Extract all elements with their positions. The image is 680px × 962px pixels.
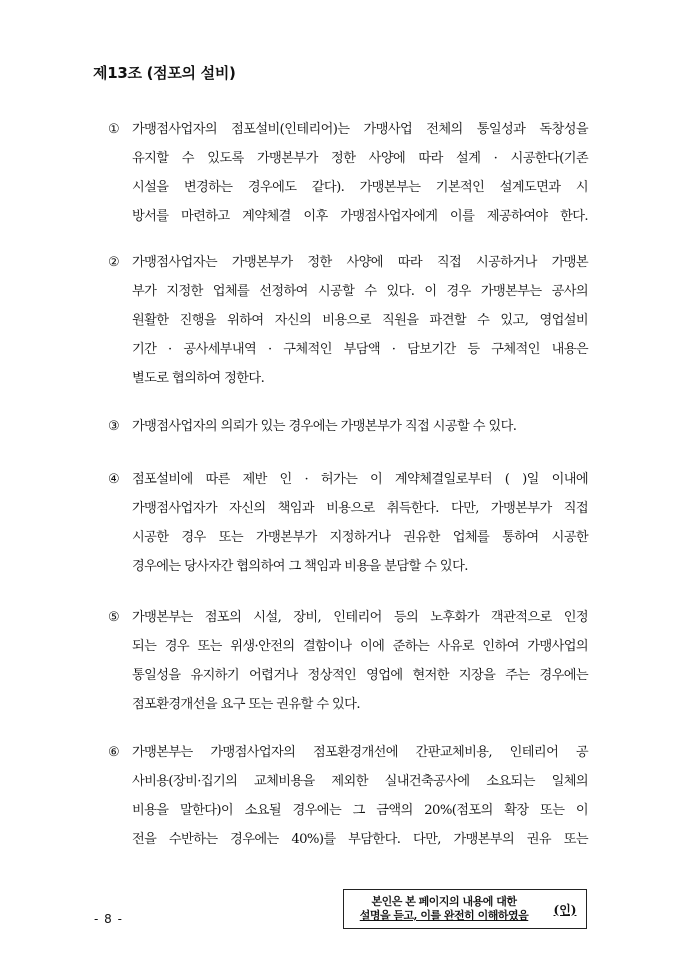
paragraph-line: 기간 · 공사세부내역 · 구체적인 부담액 · 담보기간 등 구체적인 내용은 (132, 342, 588, 357)
confirmation-line-1: 본인은 본 페이지의 내용에 대한 (371, 895, 517, 908)
paragraph-line: 시설을 변경하는 경우에도 같다). 가맹본부는 기본적인 설계도면과 시 (132, 180, 588, 195)
paragraph-marker: ⑥ (108, 745, 120, 760)
paragraph-6 (108, 738, 588, 854)
confirmation-line-2: 설명을 듣고, 이를 완전히 이해하였음 (359, 909, 529, 922)
confirmation-box (343, 889, 587, 929)
paragraph-line: ⑥ 가맹본부는 가맹점사업자의 점포환경개선에 간판교체비용, 인테리어 공 (108, 738, 588, 767)
paragraph-marker: ④ (108, 472, 120, 487)
confirmation-text (344, 895, 544, 923)
paragraph-2 (108, 248, 588, 393)
paragraph-line: ③ 가맹점사업자의 의뢰가 있는 경우에는 가맹본부가 직접 시공할 수 있다. (108, 412, 588, 441)
paragraph-marker: ② (108, 255, 120, 270)
page-number: - 8 - (94, 912, 123, 926)
paragraph-line: ⑤ 가맹본부는 점포의 시설, 장비, 인테리어 등의 노후화가 객관적으로 인정 (108, 603, 588, 632)
seal-placeholder: (인) (553, 902, 577, 917)
paragraph-line: ④ 점포설비에 따른 제반 인 · 허가는 이 계약체결일로부터 ( )일 이내에 (108, 465, 588, 494)
paragraph-line: ② 가맹점사업자는 가맹본부가 정한 사양에 따라 직접 시공하거나 가맹본 (108, 248, 588, 277)
paragraph-line: 통일성을 유지하기 어렵거나 정상적인 영업에 현저한 지장을 주는 경우에는 (132, 668, 588, 683)
article-heading: 제13조 (점포의 설비) (93, 64, 236, 82)
paragraph-line: 별도로 협의하여 정한다. (132, 371, 265, 386)
paragraph-line: 유지할 수 있도록 가맹본부가 정한 사양에 따라 설계 · 시공한다(기존 (132, 151, 588, 166)
paragraph-marker: ③ (108, 419, 120, 434)
paragraph-marker: ⑤ (108, 610, 120, 625)
paragraph-line: 경우에는 당사자간 협의하여 그 책임과 비용을 분담할 수 있다. (132, 559, 468, 574)
paragraph-line: 전을 수반하는 경우에는 40%)를 부담한다. 다만, 가맹본부의 권유 또는 (132, 832, 588, 847)
paragraph-line: 점포환경개선을 요구 또는 권유할 수 있다. (132, 697, 360, 712)
paragraph-marker: ① (108, 122, 120, 137)
paragraph-line: 사비용(장비·집기의 교체비용을 제외한 실내건축공사에 소요되는 일체의 (132, 774, 588, 789)
paragraph-line: 시공한 경우 또는 가맹본부가 지정하거나 권유한 업체를 통하여 시공한 (132, 530, 588, 545)
paragraph-line: 가맹점사업자가 자신의 책임과 비용으로 취득한다. 다만, 가맹본부가 직접 (132, 501, 588, 516)
paragraph-line: 부가 지정한 업체를 선정하여 시공할 수 있다. 이 경우 가맹본부는 공사의 (132, 284, 588, 299)
paragraph-line: 비용을 말한다)이 소요될 경우에는 그 금액의 20%(점포의 확장 또는 이 (132, 803, 588, 818)
paragraph-4 (108, 465, 588, 581)
paragraph-line: ① 가맹점사업자의 점포설비(인테리어)는 가맹사업 전체의 통일성과 독창성을 (108, 115, 588, 144)
paragraph-line: 방서를 마련하고 계약체결 이후 가맹점사업자에게 이를 제공하여야 한다. (132, 209, 588, 224)
paragraph-line: 되는 경우 또는 위생·안전의 결함이나 이에 준하는 사유로 인하여 가맹사업의 (132, 639, 588, 654)
paragraph-3 (108, 412, 588, 441)
paragraph-1 (108, 115, 588, 231)
paragraph-line: 원활한 진행을 위하여 자신의 비용으로 직원을 파견할 수 있고, 영업설비 (132, 313, 588, 328)
paragraph-5 (108, 603, 588, 719)
